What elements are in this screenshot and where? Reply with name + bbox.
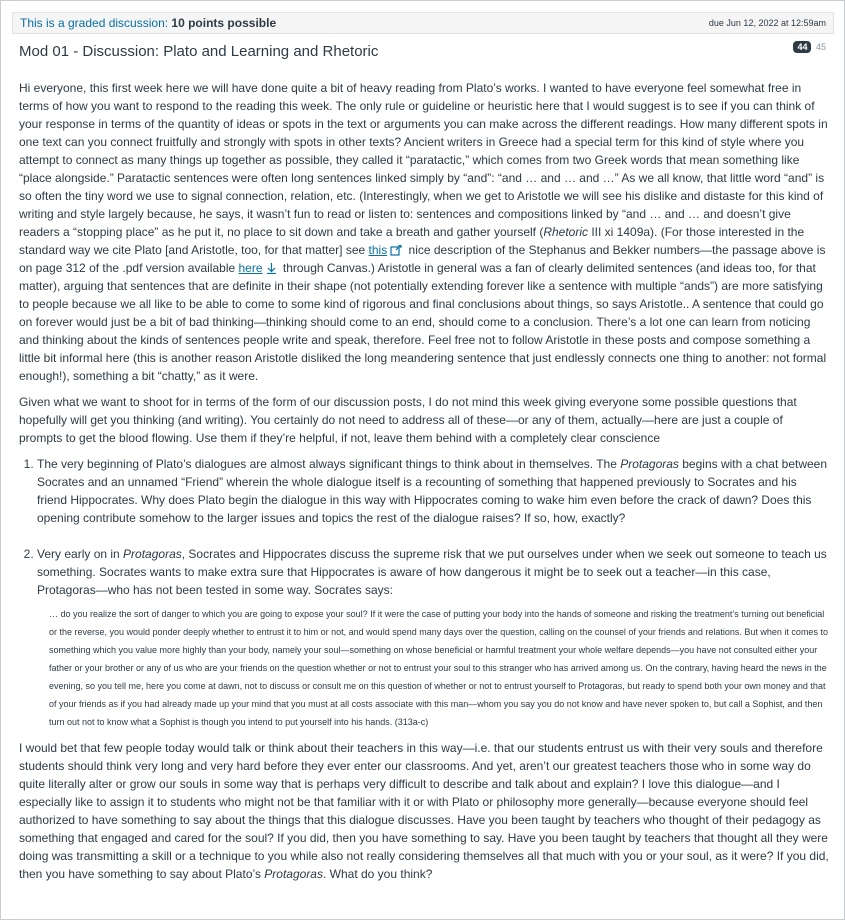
text-span: , Socrates and Hippocrates discuss the supreme risk that we put ourselves under when we seek out someone to teach us something. Socrates wants to make extra sure that Hippocrates is aware of how dangerous it might be to seek out a teacher—in this case, Protagoras—who has not been tested in some way. Socrates says: [37, 547, 827, 597]
text-span: nice description of the Stephanus and Bekker numbers—the passage above is on page 312 of the .pdf version available [19, 243, 826, 275]
due-date: due Jun 12, 2022 at 12:59am [708, 18, 826, 28]
block-quote: … do you realize the sort of danger to which you are going to expose your soul? If it were the case of putting your body into the hands of someone and risking the treatment’s turning out beneficial or the reverse, you would ponder deeply whether to entrust it to him or not, and would spend many days over the question, calling on the counsel of your friends and relations. But when it comes to something which you value more highly than your body, namely your soul—something on whose beneficial or harmful treatment your whole welfare depends—you have not consulted either your father or your brother or any of us who are your friends on the question whether or not to entrust your soul to this stranger who has arrived among us. On the contrary, having heard the news in the evening, so you tell me, here you come at dawn, not to discuss or consult me on this question of whether or not to entrust yourself to Protagoras, but ready to spend both your own money and that of your friends as if you had already made up your mind that you must at all costs associate with this man—whom you say you do not know and have never spoken to, but call a Sophist, and then turn out not to know what a Sophist is though you intend to put yourself into his hands. (313a-c) [49, 609, 828, 727]
this-link[interactable]: this [368, 243, 388, 257]
list-item [37, 455, 829, 537]
text-span: Very early on in [37, 547, 124, 561]
text-span: through Canvas.) Aristotle in general was a fan of clearly delimited sentences (and ideas too, for that matter), arguing that sentences that are definite in their shape (not potentially extending forever like a sentence with multiple “ands”) are more satisfying to people because we all like to be able to come to some kind of rigorous and final conclusions about things, so says Aristotle.. A sentence that could go on forever would just be a bit of bad thinking—thinking should come to an end, should come to a conclusion. There’s a lot one can learn from noticing and thinking about the kinds of sentences people write and speak, therefore. Feel free not to follow Aristotle in these posts and compose something a little bit informal here (this is another reason Aristotle disliked the long meandering sentence that just endlessly connects one thing to another: not formal enough!), something a bit “chatty,” as it were. [19, 261, 827, 383]
here-link[interactable]: here [238, 261, 263, 275]
discussion-title: Mod 01 - Discussion: Plato and Learning and Rhetoric [19, 43, 379, 60]
text-span: Hi everyone, this first week here we will have done quite a bit of heavy reading from Plato’s works. I wanted to have everyone feel somewhat free in terms of how you want to respond to the reading this week. The only rule or guideline or heuristic here that I would suggest is to see if you can think of your response in terms of the quantity of ideas or spots in the text or arguments you can make across the different readings. How many different spots in one text can you connect fruitfully and strongly with spots in other texts? Ancient writers in Greece had a special term for this kind of style where you attempt to connect as many things up together as possible, they called it “paratactic,” which comes from two Greek words that mean something like “place alongside.” Paratactic sentences were often long sentences linked simply by “and”: “and … and … and …” As we all know, that little word “and” is so often the tiny word we use to signal connection, relation, etc. (Interestingly, when we get to Aristotle we will see his dislike and distaste for this kind of writing and style largely because, he says, it wasn’t fun to read or listen to: sentences and compositions linked by “and … and … and doesn’t give readers a “stopping place” as he put it, no place to sit down and take a breath and gather yourself ( [19, 81, 828, 239]
text-span: . What do you think? [322, 867, 433, 881]
italic-title: Rhetoric [543, 225, 589, 239]
graded-discussion-bar [12, 12, 834, 34]
download-icon[interactable] [266, 263, 277, 274]
reply-counts [793, 41, 826, 53]
graded-label: This is a graded discussion: [20, 16, 169, 30]
text-span: I would bet that few people today would talk or think about their teachers in this way—i.e. that our students entrust us with their very souls and therefore students should think very long and very hard before they ever enter our classrooms. And yet, aren’t our greatest teachers those who in some way do quite literally alter or grow our souls in some way that is perhaps very difficult to describe and talk about and explain? I love this dialogue—and I especially like to assign it to students who might not be that familiar with it or with Plato or philosophy more generally—because everyone should feel authorized to have something to say about the things that this dialogue discusses. Have you been taught by teachers who thought of their pedagogy as something that engaged and cared for the soul? If you did, then you have something to say. Have you been taught by teachers that thought all they were doing was transmitting a skill or a technique to you while also not really considering themselves all that much with you or your soul, as it were? If you did, then you have something to say about Plato’s [19, 741, 829, 881]
text-span: III xi 1409a). (For those interested in the standard way we cite Plato [and Aristotle, too, for that matter] see [19, 225, 805, 257]
external-link-icon[interactable] [390, 245, 402, 256]
italic-title: Protagoras [264, 867, 323, 881]
total-replies-count: 45 [815, 42, 826, 52]
italic-title: Protagoras [620, 457, 679, 471]
text-span: The very beginning of Plato’s dialogues are almost always significant things to think about in themselves. The [37, 457, 621, 471]
closing-paragraph [19, 739, 829, 883]
discussion-body [19, 79, 829, 891]
points-possible: 10 points possible [171, 16, 277, 30]
intro-paragraph [19, 79, 829, 385]
prompt-paragraph: Given what we want to shoot for in terms of the form of our discussion posts, I do not mind this week giving everyone some possible questions that hopefully will get you thinking (and writing). You certainly do not need to address all of these—or any of them, actually—here are just a couple of prompts to get the blood flowing. Use them if they’re helpful, if not, leave them behind with a completely clear conscience [19, 395, 797, 445]
question-list [19, 455, 829, 731]
graded-info [20, 16, 276, 30]
list-item [37, 545, 829, 731]
italic-title: Protagoras [123, 547, 182, 561]
text-span: begins with a chat between Socrates and an unnamed “Friend” wherein the whole dialogue itself is a recounting of something that happened previously to Socrates and his friend Hippocrates. Why does Plato begin the dialogue in this way with Hippocrates coming to wake him even before the crack of dawn? Does this opening contribute somehow to the larger issues and topics the rest of the dialogue raises? If so, how, exactly? [37, 457, 828, 525]
unread-count-badge[interactable]: 44 [793, 41, 811, 53]
